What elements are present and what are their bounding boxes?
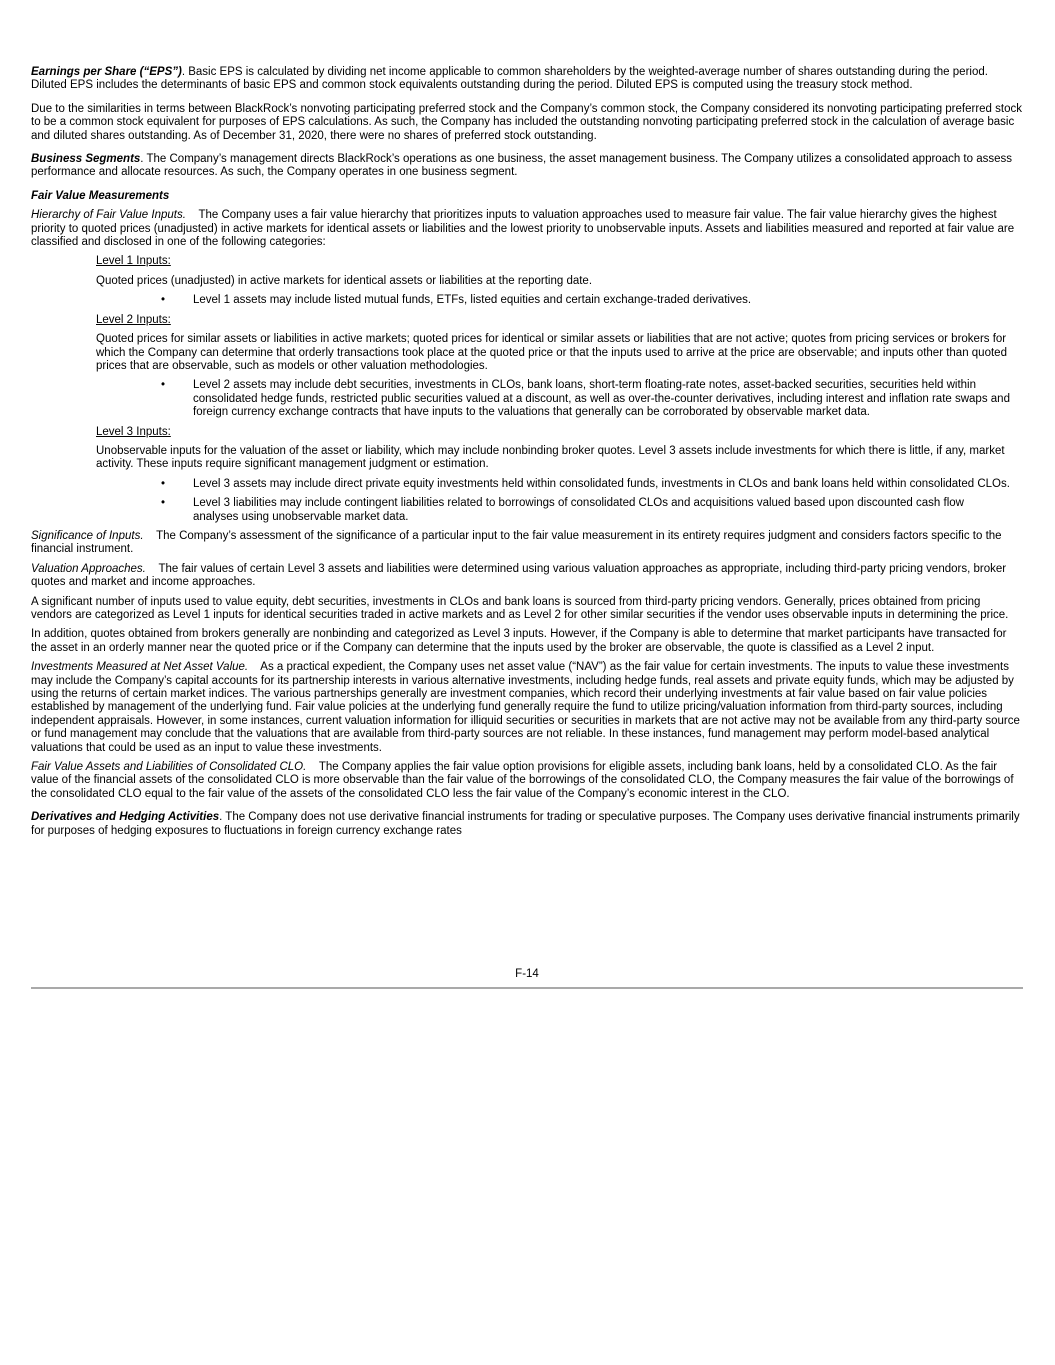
level1-bullet-text: Level 1 assets may include listed mutual funds, ETFs, listed equities and certain exchange-traded derivatives. [193, 294, 752, 307]
level1-bullet-item [96, 294, 1023, 307]
eps-heading: Earnings per Share (“EPS”) [31, 66, 182, 78]
valuation-text: The fair values of certain Level 3 assets and liabilities were determined using various valuation approaches as appropriate, including third-party pricing vendors, broker quotes and market and income approaches. [31, 562, 1010, 589]
level3-bullet-text-2: Level 3 liabilities may include contingent liabilities related to borrowings of consolidated CLOs and acquisitions valued based upon discounted cash flow analyses using unobservable market data. [193, 497, 964, 523]
clo-paragraph [31, 761, 1023, 801]
clo-label: Fair Value Assets and Liabilities of Consolidated CLO. [31, 761, 307, 774]
nav-text: As a practical expedient, the Company uses net asset value (“NAV”) as the fair value for certain investments. The inputs to value these investments may include the Company’s capital accounts for its partnership interests in various alternative investments, including hedge funds, real assets and private equity funds, which may be adjusted by using the returns of certain market indices. The various partnerships generally are investment companies, which record their underlying investments at fair value based on fair value policies established by management of the underlying fund. Fair value policies at the underlying fund generally require the fund to utilize pricing/valuation information from third-party sources, including independent appraisals. However, in some instances, current valuation information for illiquid securities or securities in markets that are not active may not be available from any third-party source or fund management may conclude that the valuations that are available from third-party sources are not reliable. In these instances, fund management may perform model-based analytical valuations that could be used as an input to value these investments. [31, 661, 1024, 754]
derivatives-heading: Derivatives and Hedging Activities [31, 811, 220, 824]
fair-value-heading: Fair Value Measurements [31, 189, 170, 202]
segments-paragraph [31, 153, 1023, 180]
derivatives-paragraph [31, 811, 1023, 838]
vendors-paragraph: A significant number of inputs used to value equity, debt securities, investments in CLOs and bank loans is sourced from third-party pricing vendors. Generally, prices obtained from pricing vendors are categorized as Level 1 inputs for identical securities traded in active markets and as Level 2 for other similar securities if the vendor uses observable inputs in determining the price. [31, 595, 1009, 621]
bullet-mark: • [161, 379, 166, 392]
significance-text: The Company’s assessment of the significance of a particular input to the fair value measurement in its entirety requires judgment and considers factors specific to the financial instrument. [31, 529, 1005, 556]
bullet-mark: • [161, 497, 166, 510]
valuation-paragraph [31, 563, 1023, 590]
brokers-paragraph: In addition, quotes obtained from brokers generally are nonbinding and categorized as Level 3 inputs. However, if the Company is able to determine that market participants have transacted for the asset in an orderly manner near the quoted price or if the Company can determine that the inputs used by the broker are observable, the quote is classified as a Level 2 input. [31, 628, 1007, 654]
segments-text: . The Company’s management directs BlackRock’s operations as one business, the asset management business. The Company utilizes a consolidated approach to assess performance and allocate resources. As such, the Company operates in one business segment. [31, 153, 1013, 179]
page-number: F-14 [515, 968, 539, 980]
level3-text: Unobservable inputs for the valuation of the asset or liability, which may include nonbinding broker quotes. Level 3 assets include investments for which there is little, if any, market activity. These inputs require significant management judgment or estimation. [96, 444, 1005, 471]
eps-text: . Basic EPS is calculated by dividing net income applicable to common shareholders by the weighted-average number of shares outstanding during the period. Diluted EPS includes the determinants of basic EPS and common stock equivalents outstanding during the period. Diluted EPS is computed using the treasury stock method. [31, 66, 988, 92]
level2-label: Level 2 Inputs: [96, 313, 171, 326]
level3-bullet-item-1 [96, 478, 1023, 491]
significance-paragraph [31, 530, 1023, 557]
eps-paragraph [31, 66, 1023, 93]
segments-heading: Business Segments [31, 153, 141, 166]
level2-text: Quoted prices for similar assets or liabilities in active markets; quoted prices for identical or similar assets or liabilities that are not active; quotes from pricing services or brokers for which the Company can determine that orderly transactions took place at the quoted price or that the inputs used to arrive at the price are observable; and inputs other than quoted prices that are observable, such as models or other valuation methodologies. [96, 333, 1007, 372]
hierarchy-paragraph [31, 209, 1023, 249]
level2-bullet-text: Level 2 assets may include debt securities, investments in CLOs, bank loans, short-term floating-rate notes, asset-backed securities, securities held within consolidated hedge funds, restricted public securities valued at a discount, as well as over-the-counter derivatives, including interest and inflation rate swaps and foreign currency exchange contracts that have inputs to the valuations that generally can be corroborated by observable market data. [193, 379, 1010, 419]
derivatives-text: . The Company does not use derivative financial instruments for trading or speculative purposes. The Company uses derivative financial instruments primarily for purposes of hedging exposures to fluctuations in foreign currency exchange rates [31, 811, 1020, 837]
document-page [31, 66, 1023, 838]
bullet-mark: • [161, 477, 166, 490]
hierarchy-text: The Company uses a fair value hierarchy that prioritizes inputs to valuation approaches used to measure fair value. The fair value hierarchy gives the highest priority to quoted prices (unadjusted) in active markets for identical assets or liabilities and the lowest priority to unobservable inputs. Assets and liabilities measured and reported at fair value are classified and disclosed in one of the following categories: [31, 209, 1018, 249]
level3-bullet-item-2 [96, 497, 1023, 524]
level3-label: Level 3 Inputs: [96, 425, 171, 438]
bullet-mark: • [161, 294, 166, 307]
level3-bullet-text-1: Level 3 assets may include direct private equity investments held within consolidated funds, investments in CLOs and bank loans held within consolidated CLOs. [193, 477, 1010, 490]
nav-paragraph [31, 661, 1023, 755]
level2-bullet-item [96, 379, 1023, 419]
eps-preferred-paragraph: Due to the similarities in terms between BlackRock’s nonvoting participating preferred stock and the Company’s common stock, the Company considered its nonvoting participating preferred stock to be a common stock equivalent for purposes of EPS calculations. As such, the Company has included the outstanding nonvoting participating preferred stock in the calculation of average basic and diluted shares outstanding. As of December 31, 2020, there were no shares of preferred stock outstanding. [31, 102, 1022, 142]
level1-label: Level 1 Inputs: [96, 255, 171, 268]
clo-text: The Company applies the fair value option provisions for eligible assets, including bank loans, held by a consolidated CLO. As the fair value of the financial assets of the consolidated CLO is more observable than the fair value of the borrowings of the consolidated CLO, the Company measures the fair value of the borrowings of the consolidated CLO equal to the fair value of the assets of the consolidated CLO less the fair value of the Company’s economic interest in the CLO. [31, 761, 1017, 800]
footer-divider [31, 987, 1023, 989]
significance-label: Significance of Inputs. [31, 529, 144, 542]
valuation-label: Valuation Approaches. [31, 562, 146, 575]
nav-label: Investments Measured at Net Asset Value. [31, 661, 249, 674]
level1-text: Quoted prices (unadjusted) in active markets for identical assets or liabilities at the reporting date. [96, 274, 593, 287]
hierarchy-label: Hierarchy of Fair Value Inputs. [31, 209, 186, 222]
